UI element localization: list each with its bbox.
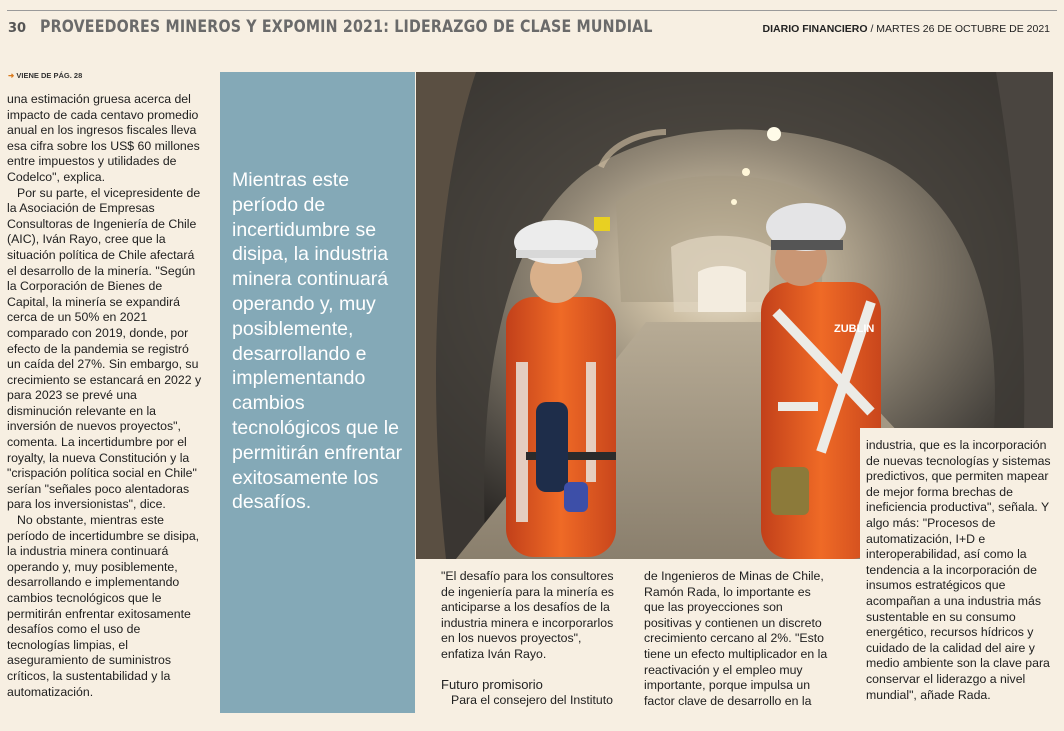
pull-quote: Mientras este período de incertidumbre se disipa, la industria minera continuará operando y, muy posiblemente, desarrollando e implementando cambios tecnológicos que le permitirán enfrentar exitosamente los desafíos. — [232, 169, 403, 514]
publication-dateline — [763, 23, 1050, 35]
paragraph: Por su parte, el vicepresidente de la Asociación de Empresas Consultoras de Ingeniería de Chile (AIC), Iván Rayo, cree que la situación política de Chile afectará el desarrollo de la minería. "Según la Corporación de Bienes de Capital, la minería se expandirá cerca de un 50% en 2021 comparado con 2019, donde, por efecto de la pandemia se registró un caída del 27%. Sin embargo, su crecimiento se estancará en 2022 y para 2023 se prevé una disminución relevante en la inversión de nuevos proyectos", comenta. La incertidumbre por el royalty, la nueva Constitución y la "crispación política social en Chile" serían "señales poco alentadoras para los inversionistas", dice. — [7, 185, 202, 512]
subheading: Futuro promisorio — [441, 676, 543, 692]
article-column-4 — [644, 569, 834, 709]
paragraph: una estimación gruesa acerca del impacto de cada centavo promedio anual en los ingresos fiscales lleva esa cifra sobre los US$ 60 millones entre impuestos y utilidades de Codelco", explica. — [7, 92, 200, 184]
paragraph: No obstante, mientras este período de incertidumbre se disipa, la industria minera continuará operando y, muy posiblemente, desarrollando e implementando cambios tecnológicos que le permitirán enfrentar exitosamente desafíos como el uso de tecnologías limpias, el aseguramiento de suministros críticos, la sustentabilidad y la automatización. — [7, 513, 200, 699]
arrow-icon: ➜ — [8, 71, 15, 80]
article-column-3 — [441, 569, 624, 709]
vest-logo: ZUBLIN — [834, 323, 875, 335]
publication-name: DIARIO FINANCIERO — [762, 23, 868, 35]
section-title: PROVEEDORES MINEROS Y EXPOMIN 2021: LIDERAZGO DE CLASE MUNDIAL — [40, 17, 653, 37]
continued-from — [8, 71, 82, 80]
page-number: 30 — [8, 21, 27, 36]
article-column-right — [866, 438, 1054, 703]
article-column-1 — [7, 92, 204, 700]
paragraph: Para el consejero del Instituto — [451, 693, 614, 708]
header-rule — [7, 10, 1057, 11]
publication-date: / MARTES 26 DE OCTUBRE DE 2021 — [870, 23, 1050, 35]
continued-label: VIENE DE PÁG. 28 — [16, 71, 83, 80]
paragraph: "El desafío para los consultores de ingeniería para la minería es anticiparse a los desafíos de la industria minera e incorporarlos en los nuevos proyectos", enfatiza Iván Rayo. — [441, 569, 614, 661]
paragraph: de Ingenieros de Minas de Chile, Ramón Rada, lo importante es que las proyecciones son positivas y contienen un discreto crecimiento cercano al 2%. "Esto tiene un efecto multiplicador en la reactivación y el empleo muy importante, porque impulsa un factor clave de desarrollo en la — [644, 569, 828, 708]
paragraph: industria, que es la incorporación de nuevas tecnologías y sistemas predictivos, que permiten mapear de mejor forma brechas de ineficiencia productiva", señala. Y algo más: "Procesos de automatización, I+D e interoperabilidad, así como la tendencia a la incorporación de insumos estratégicos que acompañan a una industria más sustentable en su consumo energético, recursos hídricos y cuidado de la calidad del aire y medio ambiente son la clave para conservar el liderazgo a nivel mundial", añade Rada. — [866, 438, 1051, 702]
